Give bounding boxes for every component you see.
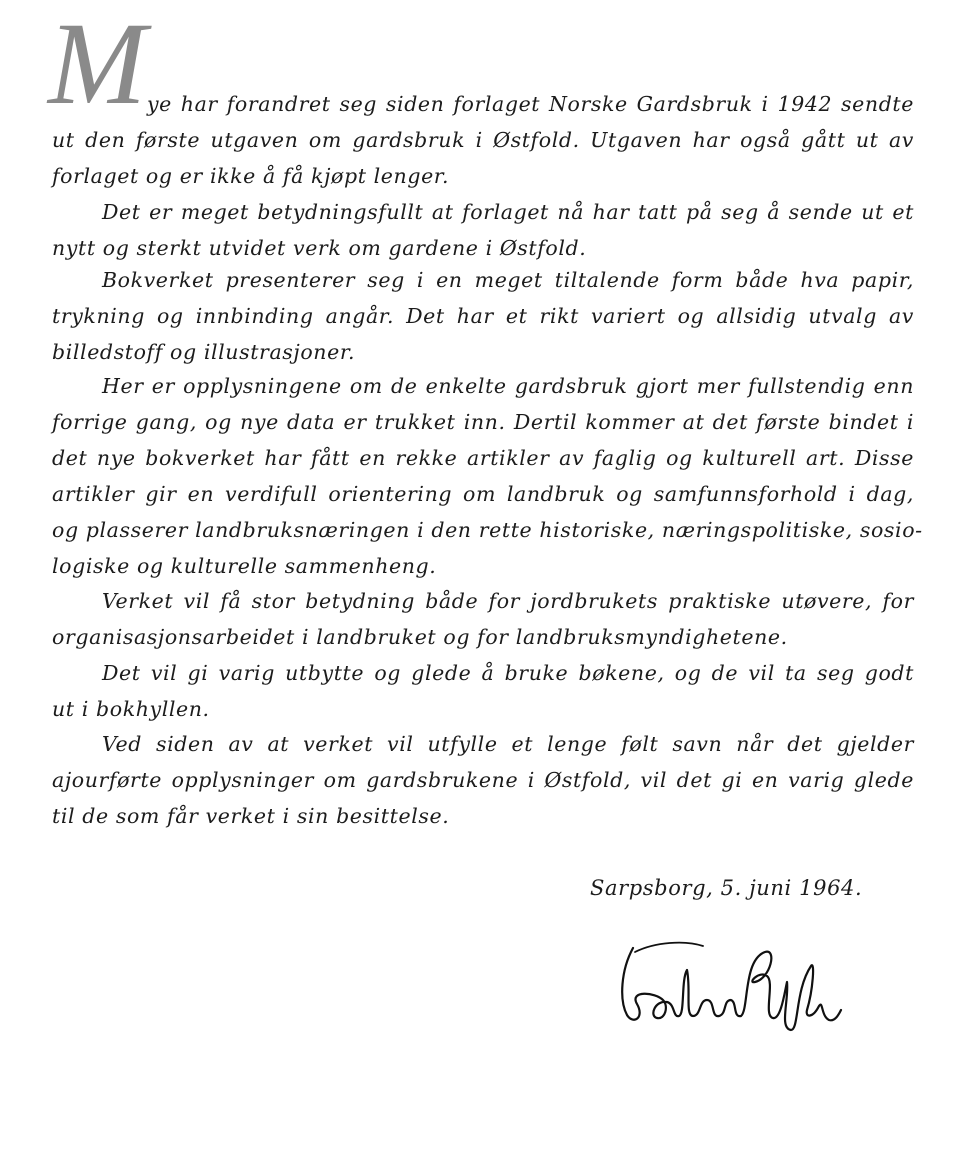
place-date: Sarpsborg, 5. juni 1964.: [590, 876, 863, 900]
text-line: forrige gang, og nye data er trukket inn. Dertil kommer at det første bindet i: [52, 410, 914, 434]
text-line: Ved siden av at verket vil utfylle et lenge følt savn når det gjelder: [102, 732, 914, 756]
text-line: trykning og innbinding angår. Det har et rikt variert og allsidig utvalg av: [52, 304, 914, 328]
text-line: Det vil gi varig utbytte og glede å bruke bøkene, og de vil ta seg godt: [102, 661, 914, 685]
paragraph-4: [52, 368, 923, 584]
paragraph-1: [52, 86, 914, 194]
text-line: organisasjonsarbeidet i landbruket og for landbruksmyndighetene.: [52, 625, 788, 649]
text-line: det nye bokverket har fått en rekke artikler av faglig og kulturell art. Disse: [52, 446, 914, 470]
paragraph-7: [52, 726, 914, 834]
handwritten-signature: [615, 930, 845, 1040]
text-line: artikler gir en verdifull orientering om landbruk og samfunnsforhold i dag,: [52, 482, 914, 506]
text-line: nytt og sterkt utvidet verk om gardene i Østfold.: [52, 236, 587, 260]
text-line: til de som får verket i sin besittelse.: [52, 804, 450, 828]
text-line: ye har forandret seg siden forlaget Norske Gardsbruk i 1942 sendte: [147, 92, 914, 116]
text-line: logiske og kulturelle sammenheng.: [52, 554, 437, 578]
paragraph-2: [52, 194, 914, 266]
paragraph-5: [52, 583, 914, 655]
text-line: ut i bokhyllen.: [52, 697, 210, 721]
text-line: forlaget og er ikke å få kjøpt lenger.: [52, 164, 450, 188]
text-line: ajourførte opplysninger om gardsbrukene i Østfold, vil det gi en varig glede: [52, 768, 914, 792]
text-line: og plasserer landbruksnæringen i den rette historiske, næringspolitiske, sosio-: [52, 518, 923, 542]
text-line: ut den første utgaven om gardsbruk i Østfold. Utgaven har også gått ut av: [52, 128, 914, 152]
paragraph-3: [52, 262, 914, 370]
text-line: Her er opplysningene om de enkelte gardsbruk gjort mer fullstendig enn: [102, 374, 914, 398]
text-line: billedstoff og illustrasjoner.: [52, 340, 356, 364]
text-line: Verket vil få stor betydning både for jordbrukets praktiske utøvere, for: [102, 589, 914, 613]
paragraph-6: [52, 655, 914, 727]
text-line: Det er meget betydningsfullt at forlaget nå har tatt på seg å sende ut et: [102, 200, 914, 224]
text-line: Bokverket presenterer seg i en meget tiltalende form både hva papir,: [102, 268, 914, 292]
drop-cap: M: [48, 0, 145, 129]
